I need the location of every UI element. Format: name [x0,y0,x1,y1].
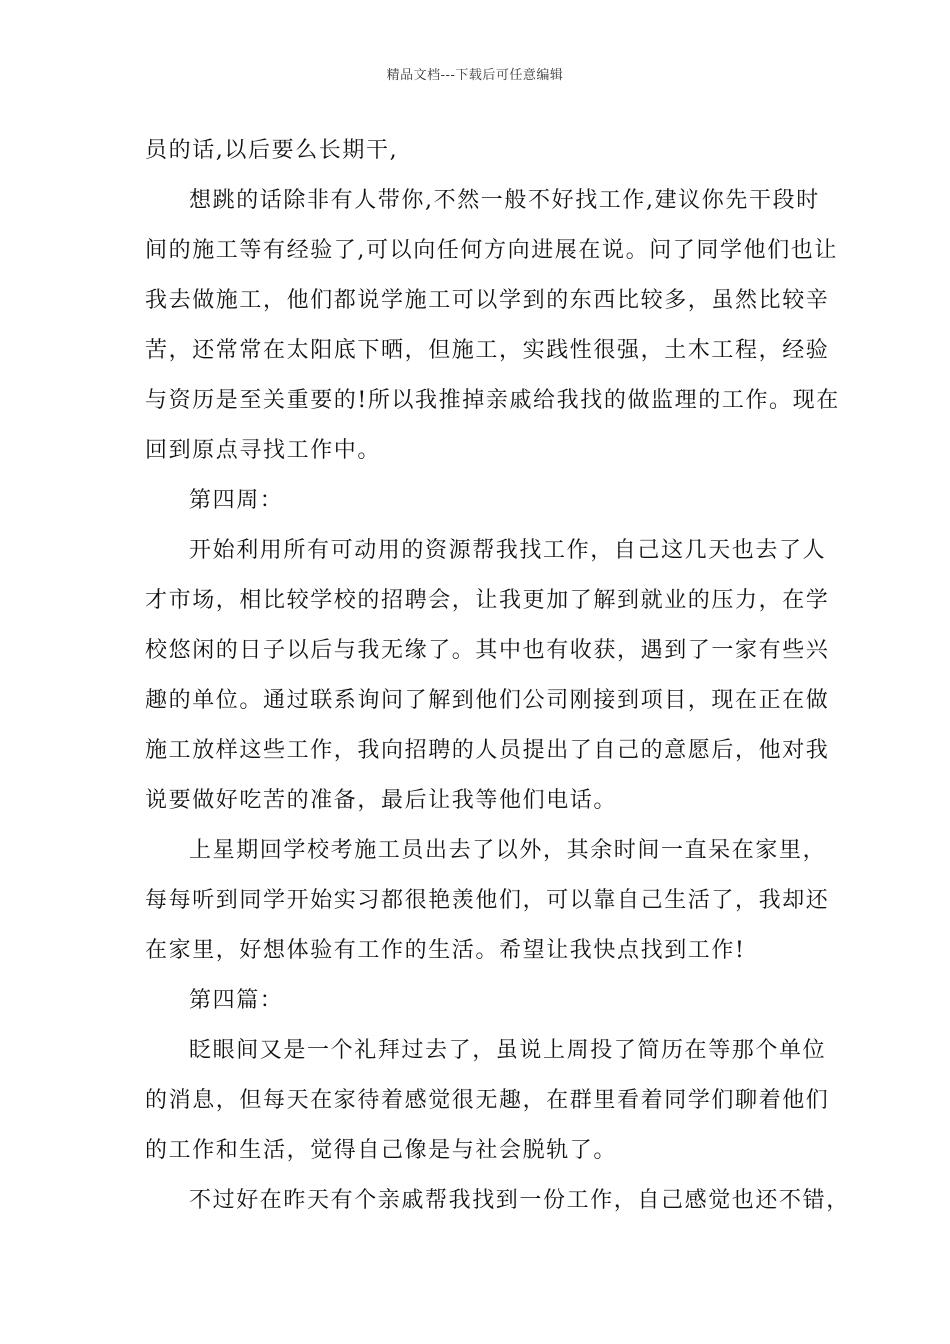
paragraph [145,1026,830,1176]
text-line: 第四周： [189,488,284,513]
text-line: 与资历是至关重要的!所以我推掉亲戚给我找的做监理的工作。现在 [145,388,840,413]
text-line: 苦，还常常在太阳底下晒，但施工，实践性很强，土木工程，经验 [145,338,830,363]
text-line: 回到原点寻找工作中。 [145,438,382,463]
text-line: 开始利用所有可动用的资源帮我找工作，自己这几天也去了人 [189,538,827,563]
text-line: 施工放样这些工作，我向招聘的人员提出了自己的意愿后，他对我 [145,738,830,763]
text-line: 校悠闲的日子以后与我无缘了。其中也有收获，遇到了一家有些兴 [145,638,830,663]
paragraph [145,526,830,826]
text-line: 第四篇： [189,988,284,1013]
paragraph [145,176,840,476]
text-line: 眨眼间又是一个礼拜过去了，虽说上周投了简历在等那个单位 [189,1038,827,1063]
text-line: 上星期回学校考施工员出去了以外，其余时间一直呆在家里， [189,838,827,863]
text-line: 间的施工等有经验了,可以向任何方向进展在说。问了同学他们也让 [145,238,838,263]
document-body [145,126,850,1226]
text-line: 每每听到同学开始实习都很艳羡他们，可以靠自己生活了，我却还 [145,888,830,913]
paragraph [145,826,830,976]
text-line: 说要做好吃苦的准备，最后让我等他们电话。 [145,788,618,813]
paragraph [145,1176,850,1226]
text-line: 的消息，但每天在家待着感觉很无趣，在群里看着同学们聊着他们 [145,1088,830,1113]
paragraph [145,976,825,1026]
text-line: 的工作和生活，觉得自己像是与社会脱轨了。 [145,1138,618,1163]
text-line: 我去做施工，他们都说学施工可以学到的东西比较多，虽然比较辛 [145,288,830,313]
text-line: 趣的单位。通过联系询问了解到他们公司刚接到项目，现在正在做 [145,688,830,713]
paragraph [145,476,825,526]
text-line: 才市场，相比较学校的招聘会，让我更加了解到就业的压力，在学 [145,588,830,613]
text-line: 员的话,以后要么长期干, [145,138,399,163]
paragraph [145,126,825,176]
page-header: 精品文档---下载后可任意编辑 [386,68,564,83]
text-line: 在家里，好想体验有工作的生活。希望让我快点找到工作! [145,938,746,963]
text-line: 不过好在昨天有个亲戚帮我找到一份工作，自己感觉也还不错， [189,1188,850,1213]
text-line: 想跳的话除非有人带你,不然一般不好找工作,建议你先干段时 [189,188,820,213]
